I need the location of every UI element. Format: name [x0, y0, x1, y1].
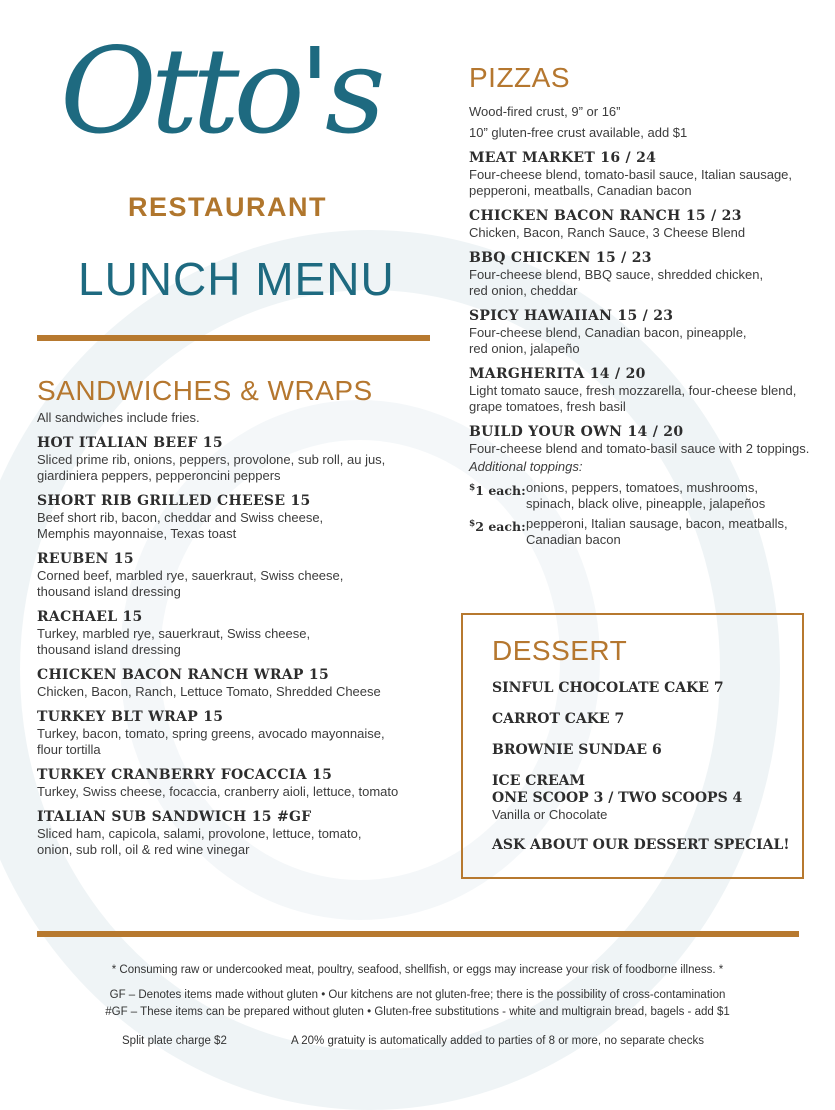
item-title: REUBEN 15: [37, 551, 134, 567]
item-desc: giardiniera peppers, pepperoncini peppers: [37, 468, 281, 483]
item-desc: Corned beef, marbled rye, sauerkraut, Swiss cheese,: [37, 568, 344, 583]
item-desc: Chicken, Bacon, Ranch Sauce, 3 Cheese Blend: [469, 225, 746, 240]
logo-wordmark: Otto's: [60, 22, 380, 160]
topping-list: pepperoni, Italian sausage, bacon, meatballs, Canadian bacon: [526, 516, 788, 547]
dessert-section: [461, 613, 804, 879]
topping-row: [469, 516, 819, 548]
page-title: LUNCH MENU: [78, 253, 395, 305]
item-desc: Turkey, Swiss cheese, focaccia, cranberry aioli, lettuce, tomato: [37, 784, 399, 799]
menu-item: [37, 767, 437, 800]
section-title: PIZZAS: [469, 62, 571, 93]
topping-price: $1 each:: [469, 483, 526, 499]
pizzas-section: [469, 62, 819, 552]
item-title: ITALIAN SUB SANDWICH 15 #GF: [37, 809, 312, 825]
gf-note: #GF – These items can be prepared without gluten • Gluten-free substitutions - white and multigrain bread, bagels - add $1: [105, 1006, 730, 1018]
item-desc: Sliced ham, capicola, salami, provolone, lettuce, tomato,: [37, 826, 362, 841]
dessert-item: BROWNIE SUNDAE 6: [492, 742, 662, 758]
split-plate-note: Split plate charge $2: [122, 1035, 227, 1047]
item-title: RACHAEL 15: [37, 609, 143, 625]
sandwiches-section: [37, 375, 437, 867]
menu-item: [469, 208, 819, 241]
item-title: CHICKEN BACON RANCH 15 / 23: [469, 208, 742, 224]
menu-item: [37, 435, 437, 484]
item-title: SHORT RIB GRILLED CHEESE 15: [37, 493, 311, 509]
item-desc: flour tortilla: [37, 742, 101, 757]
item-desc: onion, sub roll, oil & red wine vinegar: [37, 842, 250, 857]
item-title: BUILD YOUR OWN 14 / 20: [469, 424, 684, 440]
dessert-item: ONE SCOOP 3 / TWO SCOOPS 4: [492, 790, 743, 806]
footer-divider: [37, 931, 799, 937]
pizza-note: 10” gluten-free crust available, add $1: [469, 125, 688, 140]
item-title: MEAT MARKET 16 / 24: [469, 150, 657, 166]
header-divider: [37, 335, 430, 341]
item-title: SPICY HAWAIIAN 15 / 23: [469, 308, 674, 324]
item-desc: red onion, cheddar: [469, 283, 578, 298]
item-title: HOT ITALIAN BEEF 15: [37, 435, 223, 451]
menu-item: [469, 308, 819, 357]
dessert-item: ICE CREAM: [492, 773, 586, 789]
item-title: MARGHERITA 14 / 20: [469, 366, 646, 382]
item-desc: red onion, jalapeño: [469, 341, 580, 356]
item-title: TURKEY CRANBERRY FOCACCIA 15: [37, 767, 333, 783]
additional-toppings-label: Additional toppings:: [469, 459, 583, 474]
item-desc: thousand island dressing: [37, 642, 181, 657]
menu-item: [37, 709, 437, 758]
item-desc: Turkey, marbled rye, sauerkraut, Swiss cheese,: [37, 626, 311, 641]
menu-item: [469, 150, 819, 199]
topping-row: [469, 480, 819, 512]
restaurant-logo: [60, 22, 390, 183]
item-desc: pepperoni, meatballs, Canadian bacon: [469, 183, 692, 198]
item-desc: Chicken, Bacon, Ranch, Lettuce Tomato, Shredded Cheese: [37, 684, 381, 699]
item-desc: Memphis mayonnaise, Texas toast: [37, 526, 237, 541]
item-desc: Light tomato sauce, fresh mozzarella, four-cheese blend,: [469, 383, 797, 398]
item-desc: Four-cheese blend, BBQ sauce, shredded chicken,: [469, 267, 764, 282]
gratuity-note: A 20% gratuity is automatically added to parties of 8 or more, no separate checks: [291, 1035, 704, 1047]
section-title: DESSERT: [492, 635, 628, 666]
dessert-item: CARROT CAKE 7: [492, 711, 625, 727]
foodborne-warning: * Consuming raw or undercooked meat, poultry, seafood, shellfish, or eggs may increase your risk of foodborne illness. *: [111, 964, 724, 976]
dessert-item: SINFUL CHOCOLATE CAKE 7: [492, 680, 724, 696]
item-desc: Four-cheese blend, Canadian bacon, pineapple,: [469, 325, 747, 340]
gf-note: GF – Denotes items made without gluten • Our kitchens are not gluten-free; there is the possibility of cross-contamination: [109, 989, 726, 1001]
menu-item: [37, 551, 437, 600]
menu-item: [37, 493, 437, 542]
item-desc: Four-cheese blend, tomato-basil sauce, Italian sausage,: [469, 167, 793, 182]
item-desc: Sliced prime rib, onions, peppers, provolone, sub roll, au jus,: [37, 452, 386, 467]
item-desc: grape tomatoes, fresh basil: [469, 399, 626, 414]
dessert-special: ASK ABOUT OUR DESSERT SPECIAL!: [492, 837, 790, 853]
item-desc: thousand island dressing: [37, 584, 181, 599]
menu-item: [37, 609, 437, 658]
menu-item: [469, 250, 819, 299]
section-title: SANDWICHES & WRAPS: [37, 375, 373, 406]
item-title: BBQ CHICKEN 15 / 23: [469, 250, 652, 266]
topping-list: onions, peppers, tomatoes, mushrooms, spinach, black olive, pineapple, jalapeños: [526, 480, 766, 511]
item-desc: Four-cheese blend and tomato-basil sauce with 2 toppings.: [469, 441, 810, 456]
topping-price: $2 each:: [469, 519, 526, 535]
restaurant-subtitle: RESTAURANT: [128, 192, 327, 222]
menu-item: [37, 667, 437, 700]
item-desc: Beef short rib, bacon, cheddar and Swiss cheese,: [37, 510, 324, 525]
item-title: TURKEY BLT WRAP 15: [37, 709, 224, 725]
dessert-note: Vanilla or Chocolate: [492, 807, 608, 822]
menu-item: [37, 809, 437, 858]
pizza-note: Wood-fired crust, 9” or 16”: [469, 104, 621, 119]
menu-item: [469, 424, 819, 457]
item-title: CHICKEN BACON RANCH WRAP 15: [37, 667, 330, 683]
section-note: All sandwiches include fries.: [37, 410, 200, 425]
item-desc: Turkey, bacon, tomato, spring greens, avocado mayonnaise,: [37, 726, 385, 741]
menu-item: [469, 366, 819, 415]
